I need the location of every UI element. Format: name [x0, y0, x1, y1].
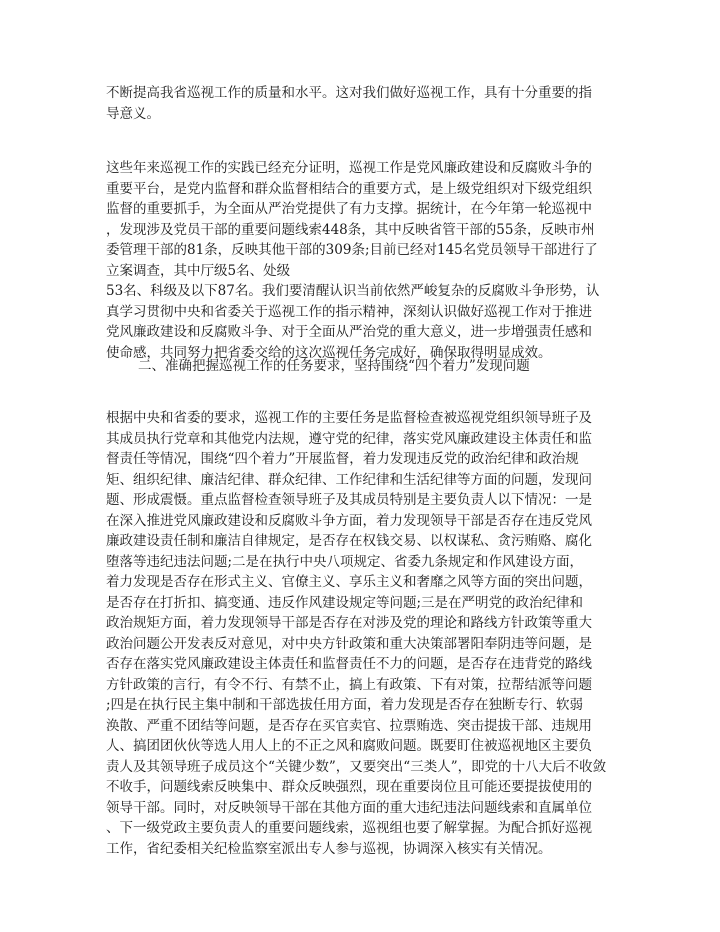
text-line: 监督的重要抓手，为全面从严治党提供了有力支撑。据统计，在今年第一轮巡视中 [106, 201, 592, 217]
text-line: 政治规矩方面，着力发现领导干部是否存在对涉及党的理论和路线方针政策等重大 [106, 615, 592, 631]
paragraph-tasks [106, 408, 616, 859]
text-line: 真学习贯彻中央和省委关于巡视工作的指示精神，深刻认识做好巡视工作对于推进 [106, 303, 592, 320]
text-line: 其成员执行党章和其他党内法规，遵守党的纪律，落实党风廉政建设主体责任和监 [106, 430, 592, 447]
text-line: 责人及其领导班子成员这个“关键少数”，又要突出“三类人”，即党的十八大后不收敛 [106, 758, 607, 775]
text-line: 党风廉政建设和反腐败斗争、对于全面从严治党的重大意义，进一步增强责任感和 [106, 324, 592, 340]
text-line: 廉政建设责任制和廉洁自律规定，是否存在权钱交易、以权谋私、贪污贿赂、腐化 [106, 533, 592, 549]
text-line: 堕落等违纪违法问题;二是在执行中央八项规定、省委九条规定和作风建设方面， [106, 553, 584, 570]
text-line: 领导干部。同时，对反映领导干部在其他方面的重大违纪违法问题线索和直属单位 [106, 799, 592, 816]
text-line: 矩、组织纪律、廉洁纪律、群众纪律、工作纪律和生活纪律等方面的问题，发现问 [106, 471, 592, 488]
text-line: 委管理干部的81条，反映其他干部的309条;目前已经对145名党员领导干部进行了 [106, 242, 598, 258]
paragraph-intro [106, 83, 616, 124]
text-line: 在深入推进党风廉政建设和反腐败斗争方面，着力发现领导干部是否存在违反党风 [106, 512, 592, 529]
text-line: 根据中央和省委的要求，巡视工作的主要任务是监督检查被巡视党组织领导班子及 [106, 410, 592, 426]
text-line: 53名、科级及以下87名。我们要清醒认识当前依然严峻复杂的反腐败斗争形势，认 [106, 283, 600, 299]
text-line: 涣散、严重不团结等问题，是否存在买官卖官、拉票贿选、突击提拔干部、违规用 [106, 717, 592, 734]
text-line: 使命感，共同努力把省委交给的这次巡视任务完成好，确保取得明显成效。 [106, 344, 552, 361]
text-line: 是否存在打折扣、搞变通、违反作风建设规定等问题;三是在严明党的政治纪律和 [106, 594, 584, 611]
text-line: 不断提高我省巡视工作的质量和水平。这对我们做好巡视工作，具有十分重要的指 [106, 85, 592, 101]
text-line: 导意义。 [106, 105, 160, 122]
text-line: 工作，省纪委相关纪检监察室派出专人参与巡视，协调深入核实有关情况。 [106, 840, 552, 857]
paragraph-practice [106, 158, 616, 363]
text-line: 否存在落实党风廉政建设主体责任和监督责任不力的问题，是否存在违背党的路线 [106, 656, 592, 672]
text-line: 这些年来巡视工作的实践已经充分证明，巡视工作是党风廉政建设和反腐败斗争的 [106, 160, 592, 176]
text-line: 重要平台，是党内监督和群众监督相结合的重要方式，是上级党组织对下级党组织 [106, 180, 592, 197]
text-line: 政治问题公开发表反对意见，对中央方针政策和重大决策部署阳奉阴违等问题，是 [106, 635, 592, 652]
text-line: ;四是在执行民主集中制和干部选拔任用方面，着力发现是否存在独断专行、软弱 [106, 697, 584, 713]
text-line: 立案调查，其中厅级5名、处级 [106, 262, 291, 279]
text-line: 督责任等情况，围绕“四个着力”开展监督，着力发现违反党的政治纪律和政治规 [106, 451, 579, 467]
text-line: 人、搞团团伙伙等选人用人上的不正之风和腐败问题。既要盯住被巡视地区主要负 [106, 738, 592, 754]
text-line: 不收手，问题线索反映集中、群众反映强烈，现在重要岗位且可能还要提拔使用的 [106, 779, 592, 795]
text-line: ，发现涉及党员干部的重要问题线索448条，其中反映省管干部的55条，反映市州 [106, 221, 595, 238]
text-line: 题、形成震慑。重点监督检查领导班子及其成员特别是主要负责人以下情况：一是 [106, 492, 592, 508]
text-line: 、下一级党政主要负责人的重要问题线索，巡视组也要了解掌握。为配合抓好巡视 [106, 820, 592, 836]
text-line: 着力发现是否存在形式主义、官僚主义、享乐主义和奢靡之风等方面的突出问题， [106, 574, 592, 590]
text-line: 方针政策的言行，有令不行、有禁不止，搞上有政策、下有对策，拉帮结派等问题 [106, 676, 592, 693]
section-heading: 二、准确把握巡视工作的任务要求，坚持围绕“四个着力”发现问题 [138, 358, 530, 374]
